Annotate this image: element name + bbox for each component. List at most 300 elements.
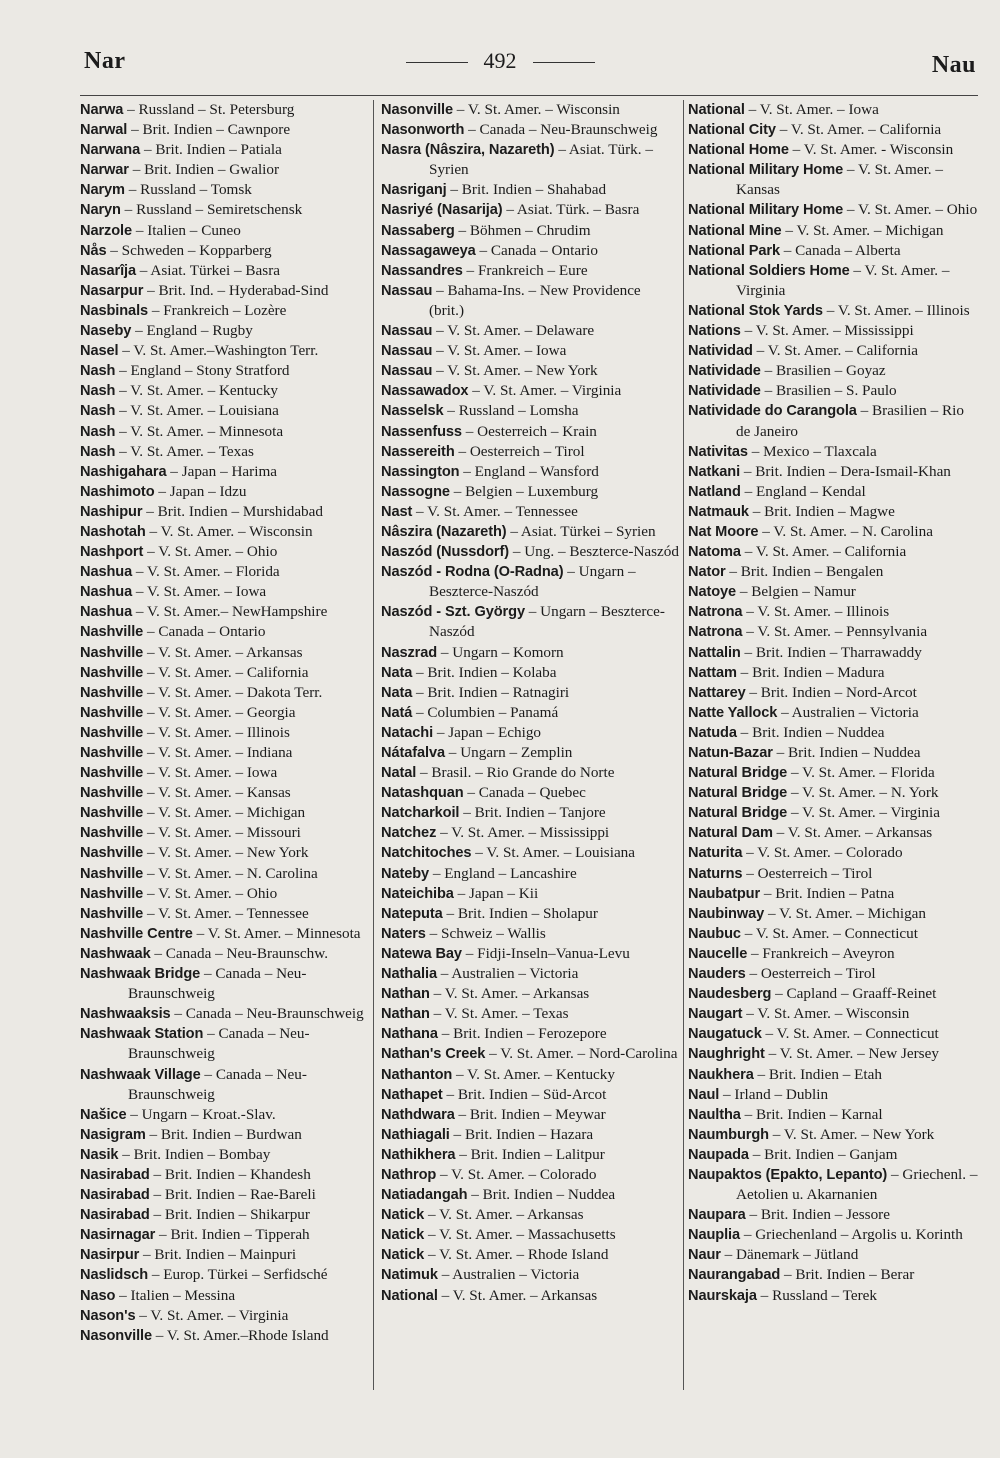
entry-headword: Naupaktos (Epakto, Lepanto)	[688, 1166, 888, 1183]
entry-location: V. St. Amer. – Illinois	[757, 603, 890, 621]
gazetteer-entry	[381, 221, 679, 241]
entry-separator: –	[115, 402, 131, 420]
entry-separator: –	[779, 241, 796, 259]
entry-separator: –	[143, 543, 159, 561]
gazetteer-entry	[381, 602, 679, 642]
entry-location: England – Wansford	[474, 462, 599, 480]
entry-location: Oesterreich – Tirol	[757, 864, 873, 882]
entry-headword: Natrona	[688, 604, 743, 621]
entry-location: V. St. Amer. – Mississippi	[755, 322, 914, 340]
gazetteer-entry	[381, 643, 679, 663]
entry-location: Japan – Echigo	[448, 723, 542, 741]
entry-location: Brit. Indien – Hazara	[464, 1125, 594, 1143]
entry-location: Oesterreich – Tirol	[760, 965, 876, 983]
gazetteer-entry	[80, 100, 370, 120]
entry-separator: –	[429, 864, 445, 882]
entry-location: V. St. Amer. – New York	[783, 1125, 935, 1143]
entry-location: Frankreich – Eure	[477, 261, 588, 279]
gazetteer-entry	[688, 984, 980, 1004]
gazetteer-entry	[688, 884, 980, 904]
entry-location: Ungarn – Beszterce-Naszód	[429, 603, 665, 641]
entry-separator: –	[115, 362, 131, 380]
entry-separator: –	[764, 1045, 780, 1063]
entry-location: V. St. Amer. – Connecticut	[755, 924, 918, 942]
entry-separator: –	[437, 643, 453, 661]
entry-location: England – Lancashire	[444, 864, 577, 882]
gazetteer-entry	[688, 1065, 980, 1085]
entry-location: Brit. Indien – Tharrawaddy	[755, 643, 922, 661]
entry-location: England – Kendal	[756, 482, 866, 500]
entry-location: Brit. Indien – Kolaba	[427, 663, 557, 681]
entry-location: V. St. Amer. – Tennessee	[427, 502, 578, 520]
entry-separator: –	[166, 462, 182, 480]
gazetteer-entry	[381, 241, 679, 261]
entry-headword: Naslidsch	[80, 1267, 149, 1284]
entry-location: Brit. Indien – Patiala	[155, 141, 282, 159]
entry-headword: Nash	[80, 383, 116, 400]
entry-separator: –	[149, 1186, 165, 1204]
entry-location: Irland – Dublin	[734, 1085, 829, 1103]
entry-separator: –	[744, 101, 760, 118]
entry-headword: Narwa	[80, 102, 124, 118]
entry-headword: Naszrad	[381, 644, 438, 661]
entry-headword: Natkani	[688, 463, 741, 480]
entry-headword: Natal	[381, 765, 417, 782]
entry-separator: –	[777, 703, 792, 721]
entry-headword: Nashport	[80, 544, 144, 561]
gazetteer-entry	[381, 1225, 679, 1245]
entry-separator: –	[740, 1105, 757, 1123]
entry-headword: Natashquan	[381, 785, 464, 802]
entry-location: Schweiz – Wallis	[441, 924, 546, 942]
gazetteer-entry	[688, 1205, 980, 1225]
entry-separator: –	[748, 502, 765, 520]
entry-headword: Nashville	[80, 845, 144, 862]
entry-headword: Nasbinals	[80, 302, 149, 319]
entry-headword: Nattarey	[688, 684, 746, 701]
entry-headword: Nassau	[381, 343, 433, 360]
gazetteer-entry	[381, 803, 679, 823]
entry-separator: –	[149, 1165, 165, 1183]
entry-separator: –	[856, 402, 872, 420]
entry-headword: Natividade	[688, 363, 761, 380]
entry-location: V. St. Amer. – Massachusetts	[439, 1226, 616, 1244]
entry-headword: Nátafalva	[381, 745, 445, 761]
entry-headword: Naubatpur	[688, 885, 761, 902]
entry-location: Ung. – Beszterce-Naszód	[524, 543, 679, 561]
entry-headword: Natural Bridge	[688, 785, 788, 802]
entry-location: Brit. Indien – Jessore	[760, 1206, 890, 1224]
entry-separator: –	[485, 1045, 501, 1063]
entry-location: Brit. Indien – Bombay	[133, 1145, 271, 1163]
entry-separator: –	[127, 121, 143, 139]
entry-headword: Nassawadox	[381, 383, 469, 400]
entry-separator: –	[506, 522, 521, 540]
entry-separator: –	[143, 784, 159, 802]
gazetteer-entry	[80, 1306, 370, 1326]
entry-separator: –	[115, 422, 131, 440]
gazetteer-entry	[80, 200, 370, 220]
entry-location: V. St. Amer. – Georgia	[158, 703, 296, 721]
entry-location: V. St. Amer. – N. York	[802, 784, 939, 802]
gazetteer-entry	[381, 1245, 679, 1265]
gazetteer-entry	[80, 803, 370, 823]
entry-separator: –	[437, 1286, 453, 1304]
entry-location: Griechenland – Argolis u. Korinth	[755, 1226, 963, 1244]
entry-separator: –	[772, 744, 789, 761]
entry-separator: –	[106, 241, 122, 259]
column-divider-1	[373, 100, 374, 1390]
gazetteer-entry	[80, 261, 370, 281]
gazetteer-entry	[80, 924, 370, 944]
gazetteer-entry	[381, 1185, 679, 1205]
entry-location: Oesterreich – Tirol	[469, 442, 585, 460]
entry-headword: Naul	[688, 1086, 720, 1103]
entry-separator: –	[719, 1085, 735, 1103]
entry-separator: –	[461, 422, 478, 440]
gazetteer-entry	[80, 1326, 370, 1346]
entry-headword: Nathikhera	[381, 1146, 456, 1163]
entry-separator: –	[192, 924, 208, 942]
gazetteer-entry	[80, 1165, 370, 1185]
gazetteer-entry	[80, 442, 370, 462]
entry-separator: –	[742, 844, 758, 862]
entry-headword: Natural Bridge	[688, 805, 788, 822]
gazetteer-entry	[688, 321, 980, 341]
gazetteer-entry	[381, 1125, 679, 1145]
entry-headword: Nasirnagar	[80, 1227, 156, 1244]
entry-separator: –	[467, 1186, 483, 1204]
gazetteer-entry	[688, 562, 980, 582]
running-head-right: Nau	[931, 52, 976, 78]
entry-headword: Naszód - Rodna (O-Radna)	[381, 564, 564, 581]
entry-separator: –	[843, 201, 859, 219]
entry-location: Canada – Ontario	[158, 623, 266, 641]
gazetteer-entry	[80, 321, 370, 341]
entry-location: V. St. Amer. – Texas	[130, 442, 254, 460]
entry-separator: –	[740, 924, 756, 942]
entry-separator: –	[471, 844, 487, 862]
entry-headword: National Park	[688, 242, 780, 259]
entry-separator: –	[436, 824, 452, 842]
entry-location: Brit. Indien – Tipperah	[170, 1226, 310, 1244]
entry-location: Japan – Kii	[469, 884, 539, 902]
gazetteer-entry	[80, 703, 370, 723]
entry-location: V. St. Amer. – Missouri	[158, 824, 301, 842]
entry-location: Brit. Indien – Shahabad	[461, 181, 607, 199]
header-rule-left	[406, 62, 468, 63]
gazetteer-entry	[381, 140, 679, 180]
gazetteer-entry	[381, 120, 679, 140]
entry-location: V. St. Amer. – Iowa	[447, 342, 567, 360]
entry-location: V. St. Amer.–Rhode Island	[166, 1326, 329, 1344]
entry-headword: Nateichiba	[381, 885, 454, 902]
gazetteer-entry	[688, 783, 980, 803]
entry-headword: Nassandres	[381, 262, 463, 279]
gazetteer-entry	[80, 1105, 370, 1125]
entry-location: Japan – Harima	[181, 462, 277, 480]
gazetteer-entry	[688, 823, 980, 843]
gazetteer-entry	[688, 843, 980, 863]
entry-location: Brit. Indien – Nord-Arcot	[760, 683, 917, 701]
entry-location: Mexico – Tlaxcala	[763, 442, 877, 460]
entry-headword: Nasigram	[80, 1126, 146, 1143]
gazetteer-entry	[80, 180, 370, 200]
entry-headword: Nashville	[80, 684, 144, 701]
gazetteer-entry	[381, 703, 679, 723]
entry-headword: Naubinway	[688, 905, 765, 922]
entry-headword: Naturns	[688, 865, 743, 882]
entry-headword: Nata	[381, 664, 413, 681]
entry-separator: –	[781, 221, 797, 239]
entry-headword: Narwana	[80, 142, 141, 159]
entry-headword: Nashville	[80, 704, 144, 721]
entry-headword: Naryn	[80, 202, 121, 219]
entry-separator: –	[756, 1286, 773, 1304]
entry-location: Brit. Indien – Ferozepore	[453, 1025, 607, 1043]
entry-separator: –	[155, 1226, 171, 1244]
entry-location: Brasilien – Goyaz	[776, 362, 886, 380]
entry-separator: –	[822, 301, 838, 319]
entry-headword: Nashville	[80, 905, 144, 922]
entry-separator: –	[524, 603, 541, 621]
entry-location: Brit. Indien – Madura	[752, 663, 885, 681]
entry-separator: –	[143, 764, 159, 782]
entry-location: V. St. Amer. – Iowa	[759, 101, 879, 118]
gazetteer-entry	[80, 1265, 370, 1285]
gazetteer-entry	[688, 502, 980, 522]
entry-headword: Natte Yallock	[688, 704, 778, 721]
entry-headword: Nashwaaksis	[80, 1006, 171, 1023]
entry-separator: –	[554, 141, 569, 159]
entry-separator: –	[752, 342, 768, 360]
entry-separator: –	[745, 965, 761, 983]
entry-headword: Naubuc	[688, 925, 741, 942]
gazetteer-entry	[688, 140, 980, 160]
entry-location: Frankreich – Aveyron	[762, 944, 895, 962]
entry-location: Russland – Terek	[772, 1286, 878, 1304]
entry-separator: –	[761, 1025, 777, 1043]
entry-headword: Naurangabad	[688, 1267, 781, 1284]
entry-headword: Naukhera	[688, 1066, 754, 1083]
entry-location: V. St. Amer.– NewHampshire	[147, 603, 328, 621]
gazetteer-entry	[688, 1105, 980, 1125]
entry-separator: –	[126, 1105, 142, 1123]
entry-separator: –	[452, 1065, 468, 1083]
entry-location: Schweden – Kopparberg	[121, 241, 272, 259]
entry-headword: Nattalin	[688, 644, 741, 661]
gazetteer-entry	[381, 381, 679, 401]
entry-separator: –	[459, 804, 475, 822]
entry-headword: Nasik	[80, 1146, 119, 1163]
entry-separator: –	[787, 784, 803, 802]
entry-headword: Nashipur	[80, 503, 143, 520]
entry-separator: –	[132, 603, 148, 621]
entry-headword: Nashwaak Village	[80, 1066, 201, 1083]
entry-location: Belgien – Namur	[751, 583, 856, 601]
entry-separator: –	[412, 502, 428, 520]
entry-separator: –	[502, 201, 517, 219]
entry-location: Brit. Indien – Meywar	[469, 1105, 606, 1123]
entry-headword: Natural Bridge	[688, 765, 788, 782]
entry-location: V. St. Amer. – Illinois	[158, 723, 290, 741]
gazetteer-entry	[381, 1205, 679, 1225]
entry-location: V. St. Amer. – Nord-Carolina	[500, 1045, 678, 1063]
entry-headword: Nassau	[381, 363, 433, 380]
entry-separator: –	[787, 804, 803, 822]
entry-separator: –	[152, 1326, 167, 1344]
gazetteer-entry	[688, 1024, 980, 1044]
entry-location: V. St. Amer. – Arkansas	[444, 985, 590, 1003]
entry-separator: –	[468, 382, 484, 400]
entry-location: Dänemark – Jütland	[736, 1246, 859, 1264]
entry-separator: –	[429, 1005, 445, 1023]
entry-location: V. St. Amer. – Rhode Island	[439, 1246, 609, 1264]
entry-separator: –	[453, 884, 469, 902]
gazetteer-entry	[688, 703, 980, 723]
gazetteer-entry	[381, 341, 679, 361]
column-3	[688, 100, 980, 1400]
entry-headword: Naultha	[688, 1106, 741, 1123]
entry-location: Brit. Indien – Mainpuri	[154, 1246, 297, 1264]
entry-separator: –	[454, 442, 470, 460]
entry-location: Ungarn – Beszterce-Naszód	[429, 563, 636, 601]
entry-headword: Nathan	[381, 986, 430, 1003]
entry-location: Canada – Neu-Braunschweig	[128, 1065, 307, 1103]
gazetteer-entry	[381, 1044, 679, 1064]
entry-separator: –	[740, 322, 756, 340]
entry-headword: Naur	[688, 1247, 721, 1264]
entry-location: Canada – Neu-Braunschweig	[479, 121, 658, 139]
entry-location: Brit. Ind. – Hyderabad-Sind	[158, 281, 329, 299]
entry-headword: Natland	[688, 483, 741, 500]
entry-separator: –	[432, 322, 448, 340]
entry-location: Brit. Indien – Shikarpur	[164, 1206, 310, 1224]
entry-location: Canada – Neu-Braunschweig	[128, 965, 307, 1003]
entry-separator: –	[143, 884, 159, 902]
entry-headword: Natoye	[688, 584, 737, 601]
entry-location: Brit. Indien – Nuddea	[752, 723, 885, 741]
entry-separator: –	[436, 965, 452, 983]
gazetteer-entry	[688, 160, 980, 200]
gazetteer-entry	[381, 361, 679, 381]
gazetteer-entry	[381, 1286, 679, 1306]
entry-headword: Naumburgh	[688, 1126, 769, 1143]
entry-headword: Natividade do Carangola	[688, 403, 857, 420]
entry-separator: –	[768, 1125, 784, 1143]
entry-location: Asiat. Türk. – Syrien	[429, 141, 653, 179]
entry-location: Oesterreich – Krain	[477, 422, 597, 440]
entry-separator: –	[764, 904, 780, 922]
gazetteer-entry	[381, 683, 679, 703]
entry-separator: –	[446, 181, 462, 199]
entry-location: Ungarn – Kroat.-Slav.	[141, 1105, 276, 1123]
entry-headword: Naters	[381, 925, 426, 942]
entry-separator: –	[772, 824, 788, 842]
gazetteer-entry	[80, 160, 370, 180]
entry-location: Brit. Indien – Patna	[775, 884, 895, 902]
entry-headword: Nashua	[80, 604, 133, 621]
entry-location: V. St. Amer. – Wisconsin	[160, 522, 313, 540]
entry-location: Brit. Indien – Cawnpore	[142, 121, 291, 139]
entry-location: Brasilien – S. Paulo	[776, 382, 897, 400]
column-2	[381, 100, 679, 1400]
page-number: 492	[483, 48, 517, 73]
entry-headword: Nast	[381, 503, 413, 520]
entry-headword: National Military Home	[688, 162, 844, 179]
gazetteer-entry	[80, 864, 370, 884]
entry-location: Canada – Alberta	[795, 241, 901, 259]
gazetteer-entry	[381, 884, 679, 904]
gazetteer-entry	[381, 281, 679, 321]
entry-separator: –	[154, 482, 170, 500]
entry-separator: –	[203, 1025, 219, 1043]
entry-separator: –	[143, 663, 159, 681]
entry-headword: Nathalia	[381, 966, 437, 983]
entry-headword: Nashwaak	[80, 945, 151, 962]
gazetteer-entry	[688, 1225, 980, 1245]
entry-headword: Nasirabad	[80, 1166, 150, 1183]
entry-separator: –	[412, 663, 428, 681]
entry-separator: –	[143, 623, 159, 641]
entry-headword: Nasarpur	[80, 282, 144, 299]
gazetteer-entry	[80, 562, 370, 582]
gazetteer-entry	[80, 462, 370, 482]
entry-location: Australien – Victoria	[451, 965, 579, 983]
gazetteer-entry	[688, 200, 980, 220]
entry-separator: –	[459, 462, 475, 480]
entry-headword: Nashville	[80, 745, 144, 761]
entry-headword: Natividade	[688, 383, 761, 400]
entry-headword: Nason's	[80, 1307, 136, 1324]
entry-headword: Nations	[688, 323, 741, 340]
entry-headword: National	[688, 102, 745, 118]
entry-separator: –	[143, 683, 159, 701]
gazetteer-entry	[381, 1065, 679, 1085]
entry-separator: –	[124, 181, 141, 199]
gazetteer-entry	[80, 723, 370, 743]
entry-location: V. St. Amer. – Colorado	[757, 844, 903, 862]
entry-headword: Nashville	[80, 624, 144, 641]
entry-headword: Natiadangah	[381, 1187, 468, 1204]
gazetteer-entry	[381, 462, 679, 482]
entry-headword: Nathrop	[381, 1166, 437, 1183]
entry-headword: Naughright	[688, 1046, 765, 1063]
entry-headword: Nashville	[80, 825, 144, 842]
gazetteer-entry	[688, 261, 980, 301]
gazetteer-entry	[381, 200, 679, 220]
entry-separator: –	[742, 864, 758, 882]
entry-location: V. St. Amer. – Michigan	[158, 804, 306, 822]
entry-location: Brit. Indien – Ratnagiri	[427, 683, 570, 701]
entry-headword: Nassau	[381, 323, 433, 340]
entry-separator: –	[135, 1306, 151, 1324]
entry-headword: Natimuk	[381, 1267, 438, 1284]
entry-separator: –	[753, 1065, 769, 1083]
entry-separator: –	[745, 683, 761, 701]
gazetteer-entry	[381, 1004, 679, 1024]
entry-location: Brit. Indien – Murshidabad	[157, 502, 323, 520]
entry-headword: Natachi	[381, 724, 434, 741]
entry-location: V. St. Amer. – Michigan	[779, 904, 927, 922]
gazetteer-entry	[80, 622, 370, 642]
entry-separator: –	[424, 1226, 440, 1244]
entry-separator: –	[123, 101, 139, 118]
entry-separator: –	[849, 261, 865, 279]
entry-location: V. St. Amer. – Ohio	[158, 884, 278, 902]
gazetteer-entry	[381, 1165, 679, 1185]
entry-location: V. St. Amer. – Arkansas	[787, 824, 933, 842]
